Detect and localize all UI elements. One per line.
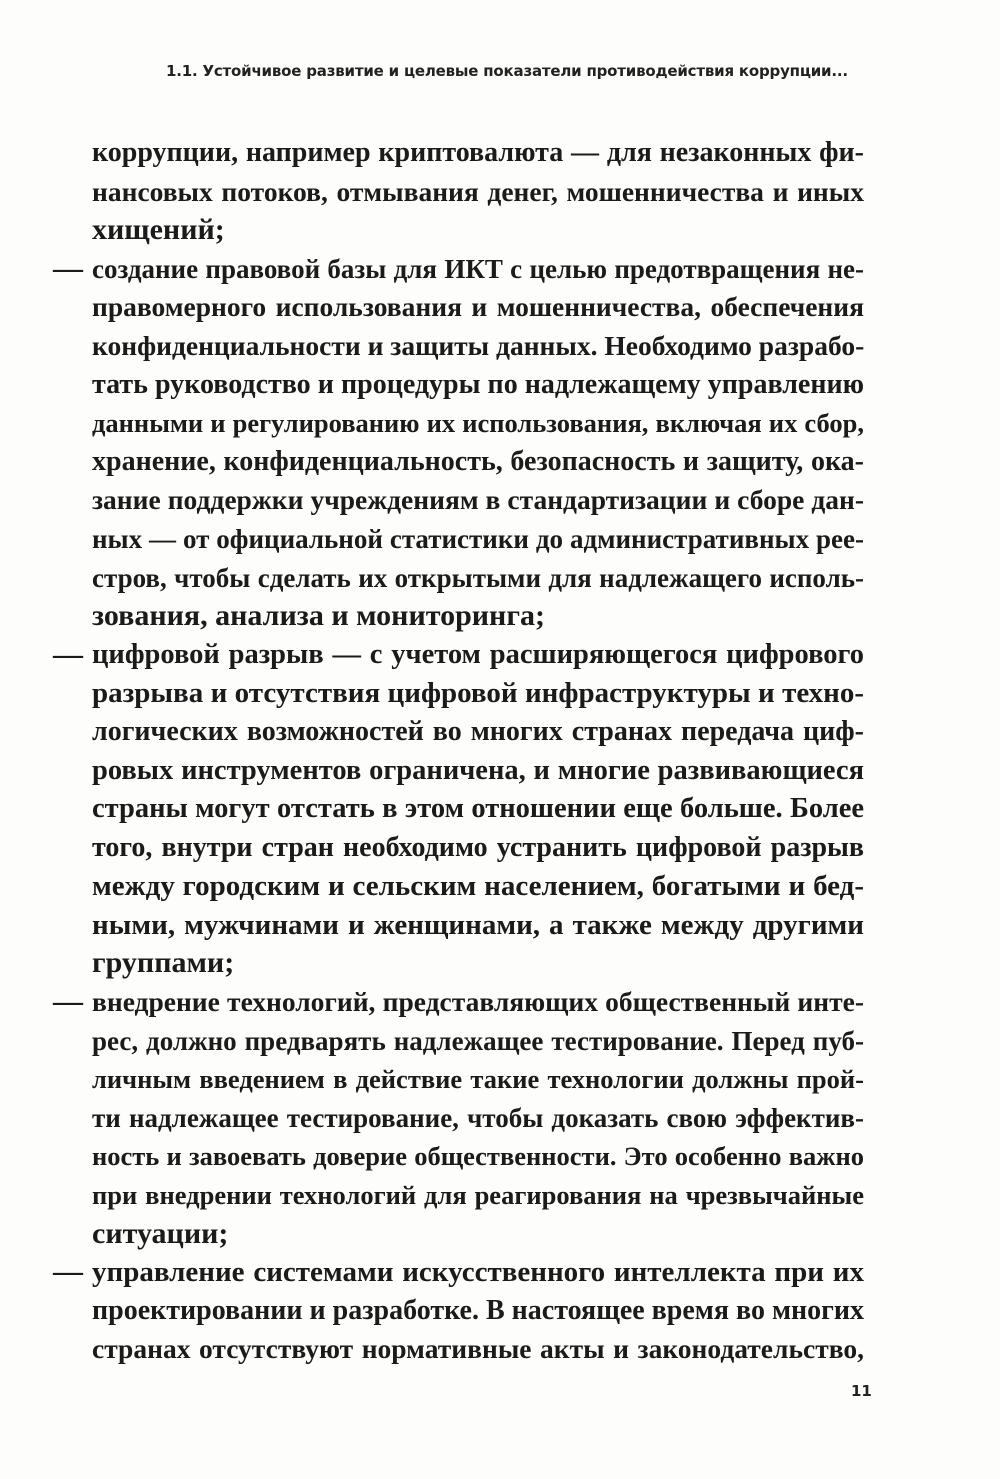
running-head: 1.1. Устойчивое развитие и целевые показатели противодействия коррупции... [166, 62, 848, 80]
list-dash: — [53, 985, 83, 1019]
text-line [0, 752, 1000, 791]
line-text: ситуации; [92, 1216, 229, 1250]
text-line [0, 713, 1000, 752]
page-number: 11 [851, 1382, 872, 1400]
line-text: группами; [92, 946, 235, 980]
line-text: внедрение технологий, представляющих общественный инте- [92, 986, 864, 1018]
list-item-start [0, 983, 1000, 1022]
list-dash: — [53, 251, 83, 285]
line-text: проектировании и разработке. В настоящее время во многих [92, 1294, 865, 1326]
text-line [0, 1292, 1000, 1331]
line-text: создание правовой базы для ИКТ с целью предотвращения не- [92, 253, 864, 284]
text-line [0, 1215, 1000, 1254]
line-text: правомерного использования и мошенничества, обеспечения [92, 291, 864, 323]
text-line [0, 1060, 1000, 1099]
text-line [0, 944, 1000, 983]
line-text: тать руководство и процедуры по надлежащему управлению [92, 368, 864, 400]
line-text: хищений; [92, 213, 225, 247]
text-line [0, 481, 1000, 520]
text-line [0, 790, 1000, 829]
text-line [0, 559, 1000, 598]
text-line [0, 443, 1000, 482]
line-text: странах отсутствуют нормативные акты и законодательство, [92, 1333, 864, 1365]
line-text: ти надлежащее тестирование, чтобы доказать свою эффектив- [92, 1102, 864, 1133]
text-line [0, 906, 1000, 945]
line-text: того, внутри стран необходимо устранить цифровой разрыв [92, 831, 864, 863]
list-dash: — [53, 1255, 83, 1289]
line-text: стров, чтобы сделать их открытыми для надлежащего исполь- [92, 562, 864, 593]
line-text: страны могут отстать в этом отношении еще больше. Более [92, 793, 864, 825]
text-line [0, 1022, 1000, 1061]
text-line [0, 1137, 1000, 1176]
text-line [0, 211, 1000, 250]
line-text: коррупции, например криптовалюта — для незаконных фи- [92, 137, 864, 168]
line-text: разрыва и отсутствия цифровой инфраструктуры и техно- [92, 677, 864, 710]
line-text: ровых инструментов ограничена, и многие развивающиеся [92, 754, 864, 786]
line-text: личным введением в действие такие технологии должны прой- [92, 1064, 864, 1095]
text-line [0, 1330, 1000, 1369]
line-text: при внедрении технологий для реагирования на чрезвычайные [92, 1180, 864, 1211]
line-text: ными, мужчинами и женщинами, а также между другими [92, 908, 864, 941]
line-text: цифровой разрыв — с учетом расширяющегося цифрового [92, 638, 864, 670]
text-line [0, 366, 1000, 405]
body-text [0, 134, 1000, 1369]
list-item-start [0, 636, 1000, 675]
line-text: ность и завоевать доверие общественности. Это особенно важно [92, 1141, 864, 1172]
line-text: конфиденциальности и защиты данных. Необходимо разрабо- [92, 329, 865, 361]
text-line [0, 597, 1000, 636]
list-dash: — [53, 637, 83, 671]
text-line [0, 867, 1000, 906]
line-text: между городским и сельским населением, богатыми и бед- [92, 870, 864, 903]
text-line [0, 1176, 1000, 1215]
line-text: хранение, конфиденциальность, безопасность и защиту, ока- [92, 445, 864, 477]
text-line [0, 134, 1000, 173]
text-line [0, 674, 1000, 713]
line-text: рес, должно предварять надлежащее тестирование. Перед пуб- [92, 1025, 864, 1056]
line-text: логических возможностей во многих странах передача циф- [92, 715, 864, 747]
line-text: зание поддержки учреждениям в стандартизации и сборе дан- [92, 484, 864, 516]
line-text: ных — от официальной статистики до административных рее- [92, 523, 864, 554]
text-line [0, 404, 1000, 443]
text-line [0, 327, 1000, 366]
text-line [0, 173, 1000, 212]
text-line [0, 1099, 1000, 1138]
list-item-start [0, 250, 1000, 289]
line-text: управление системами искусственного интеллекта при их [92, 1256, 864, 1289]
line-text: нансовых потоков, отмывания денег, мошенничества и иных [92, 175, 864, 207]
text-line [0, 829, 1000, 868]
text-line [0, 288, 1000, 327]
text-line [0, 520, 1000, 559]
line-text: зования, анализа и мониторинга; [92, 599, 545, 633]
list-item-start [0, 1253, 1000, 1292]
line-text: данными и регулированию их использования, включая их сбор, [92, 408, 864, 439]
